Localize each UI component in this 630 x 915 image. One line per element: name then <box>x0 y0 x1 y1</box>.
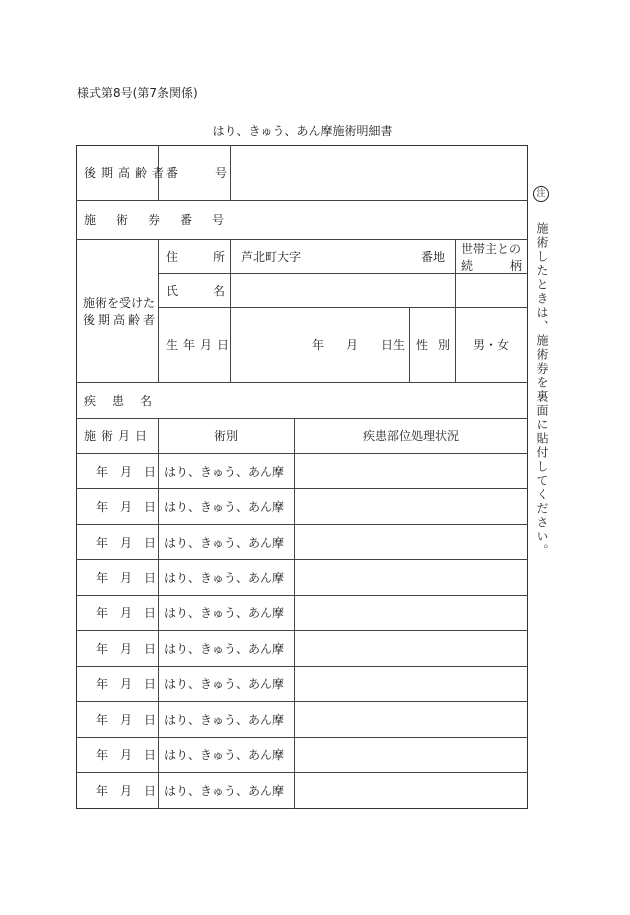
form-title: はり、きゅう、あん摩施術明細書 <box>212 124 393 138</box>
rule <box>158 273 528 274</box>
rule <box>76 595 528 596</box>
row-day: 日 <box>144 677 157 691</box>
rule <box>76 418 528 419</box>
rule <box>76 524 528 525</box>
rule <box>158 418 159 809</box>
sex-label-2: 別 <box>438 338 451 352</box>
row-type: はり、きゅう、あん摩 <box>164 536 285 550</box>
rule <box>294 418 295 809</box>
row-month: 月 <box>120 713 133 727</box>
row-type: はり、きゅう、あん摩 <box>164 571 285 585</box>
row-type: はり、きゅう、あん摩 <box>164 606 285 620</box>
row-type: はり、きゅう、あん摩 <box>164 713 285 727</box>
row-day: 日 <box>144 500 157 514</box>
address-prefix: 芦北町大字 <box>241 250 302 264</box>
row-month: 月 <box>120 465 133 479</box>
birth-label: 生年月日 <box>166 338 235 352</box>
rule <box>230 145 231 200</box>
rule <box>230 239 231 382</box>
row-type: はり、きゅう、あん摩 <box>164 465 285 479</box>
rule <box>455 307 456 382</box>
sex-label-1: 性 <box>416 338 429 352</box>
patient-label-1: 施術を受けた <box>83 296 156 310</box>
rule <box>455 239 456 307</box>
row-day: 日 <box>144 536 157 550</box>
row-year: 年 <box>96 642 109 656</box>
household-label-2: 続 <box>461 259 474 273</box>
treatment-date-header: 施術月日 <box>84 429 153 443</box>
row-month: 月 <box>120 642 133 656</box>
rule <box>76 200 528 201</box>
row-type: はり、きゅう、あん摩 <box>164 748 285 762</box>
address-suffix: 番地 <box>421 250 446 264</box>
row-year: 年 <box>96 500 109 514</box>
rule <box>76 488 528 489</box>
form-number: 様式第8号(第7条関係) <box>77 86 198 100</box>
rule <box>76 666 528 667</box>
row-year: 年 <box>96 784 109 798</box>
note-text: 施術したときは、施術券を裏面に貼付してください。 <box>535 222 549 558</box>
row-day: 日 <box>144 784 157 798</box>
row-day: 日 <box>144 465 157 479</box>
row-type: はり、きゅう、あん摩 <box>164 500 285 514</box>
row-month: 月 <box>120 536 133 550</box>
rule <box>76 382 528 383</box>
insured-label: 後期高齢者 <box>84 166 170 180</box>
household-label-1: 世帯主との <box>461 242 522 256</box>
rule <box>76 772 528 773</box>
patient-label-2: 後期高齢者 <box>83 313 159 327</box>
row-month: 月 <box>120 748 133 762</box>
number-label-1: 番 <box>166 166 179 180</box>
address-label-1: 住 <box>166 250 179 264</box>
rule <box>76 559 528 560</box>
name-label-1: 氏 <box>166 284 179 298</box>
rule <box>76 453 528 454</box>
row-type: はり、きゅう、あん摩 <box>164 784 285 798</box>
row-year: 年 <box>96 465 109 479</box>
rule <box>409 307 410 382</box>
birth-month: 月 <box>346 338 359 352</box>
row-day: 日 <box>144 642 157 656</box>
rule <box>158 239 159 382</box>
row-type: はり、きゅう、あん摩 <box>164 642 285 656</box>
rule <box>76 737 528 738</box>
disease-label: 疾患名 <box>84 394 169 408</box>
household-label-3: 柄 <box>510 259 523 273</box>
rule <box>76 701 528 702</box>
address-label-2: 所 <box>213 250 226 264</box>
row-day: 日 <box>144 748 157 762</box>
sex-value: 男・女 <box>473 338 510 352</box>
row-month: 月 <box>120 606 133 620</box>
row-year: 年 <box>96 571 109 585</box>
row-day: 日 <box>144 571 157 585</box>
row-year: 年 <box>96 536 109 550</box>
name-label-2: 名 <box>213 284 226 298</box>
rule <box>158 307 528 308</box>
row-year: 年 <box>96 606 109 620</box>
number-label-2: 号 <box>215 166 228 180</box>
row-year: 年 <box>96 677 109 691</box>
note-mark-icon: 注 <box>533 186 549 202</box>
treatment-type-header: 術別 <box>214 429 239 443</box>
row-year: 年 <box>96 713 109 727</box>
row-day: 日 <box>144 713 157 727</box>
row-day: 日 <box>144 606 157 620</box>
row-month: 月 <box>120 500 133 514</box>
row-month: 月 <box>120 784 133 798</box>
rule <box>76 239 528 240</box>
treatment-status-header: 疾患部位処理状況 <box>363 429 460 443</box>
ticket-number-label: 施術券番号 <box>84 213 245 227</box>
row-type: はり、きゅう、あん摩 <box>164 677 285 691</box>
row-year: 年 <box>96 748 109 762</box>
row-month: 月 <box>120 677 133 691</box>
birth-day: 日生 <box>381 338 406 352</box>
rule <box>76 630 528 631</box>
row-month: 月 <box>120 571 133 585</box>
birth-year: 年 <box>312 338 325 352</box>
